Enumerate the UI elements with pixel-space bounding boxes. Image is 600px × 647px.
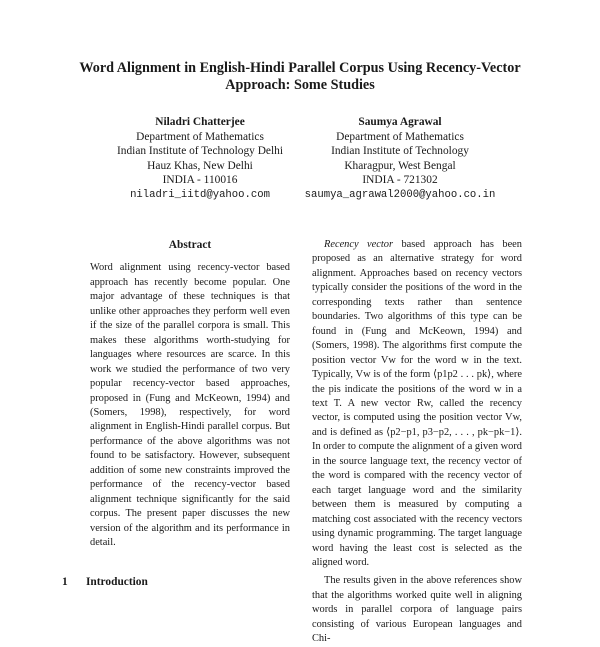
author-email: niladri_iitd@yahoo.com [130,188,270,201]
author-department: Department of Mathematics [136,130,264,143]
author-name: Niladri Chatterjee [155,116,245,128]
author-country: INDIA - 110016 [162,174,238,187]
author-name: Saumya Agrawal [358,116,442,128]
body-paragraph-1 [312,238,522,570]
author-address: Kharagpur, West Bengal [344,159,456,172]
author-institute: Indian Institute of Technology Delhi [116,145,284,158]
left-column [90,238,290,551]
author-email: saumya_agrawal2000@yahoo.co.in [304,188,496,201]
abstract-heading: Abstract [168,239,212,251]
section-number: 1 [62,576,68,588]
paper-title: Word Alignment in English-Hindi Parallel Corpus Using Recency-Vector Approach: Some Studies [79,60,521,93]
author-address: Hauz Khas, New Delhi [147,159,253,172]
author-country: INDIA - 721302 [362,174,438,187]
author-block-2 [285,115,515,203]
section-heading-introduction [62,576,148,588]
section-title: Introduction [86,576,148,588]
body-paragraph-2: The results given in the above references show that the algorithms worked quite well in aligning words in parallel corpora of language pairs consisting of various European languages and Chi- [312,575,522,645]
author-block-1 [100,115,300,203]
recency-vector-term: Recency vector [324,239,394,250]
paragraph-text: based approach has been proposed as an alternative strategy for word alignment. Approaches based on recency vectors typically consider the positions of the word in the corresponding texts rather than sentence boundaries. Two algorithms of this type can be found in (Fung and McKeown, 1994) and (Somers, 1998). The algorithms first compute the position vector Vw for the word w in the text. Typically, Vw is of the form ⟨p1p2 . . . pk⟩, where the pis indicate the positions of the word w in a text T. A new vector Rw, called the recency vector, is computed using the position vector Vw, and is defined as ⟨p2−p1, p3−p2, . . . , pk−pk−1⟩. In order to compute the alignment of a given word in the source language text, the recency vector of the word is compared with the recency vector of each target language word and the similarity between them is measured by computing a matching cost associated with the recency vectors using dynamic programming. The target language word having the least cost is selected as the aligned word. [312,239,522,568]
author-institute: Indian Institute of Technology [331,145,469,158]
right-column [312,238,522,647]
abstract-text: Word alignment using recency-vector based approach has recently become popular. One major advantage of these techniques is that unlike other approaches they perform well even if the size of the parallel corpora is small. This makes these algorithms worth-studying for languages where resources are scarce. In this work we studied the performance of two very popular recency-vector based approaches, proposed in (Fung and McKeown, 1994) and (Somers, 1998), respectively, for word alignment in English-Hindi parallel corpus. But performance of the above algorithms was not found to be satisfactory. However, subsequent addition of some new constraints improved the performance of the recency-vector based alignment technique significantly for the said corpus. The present paper discusses the new version of the algorithm and its performance in detail. [90,262,290,549]
author-department: Department of Mathematics [336,130,464,143]
